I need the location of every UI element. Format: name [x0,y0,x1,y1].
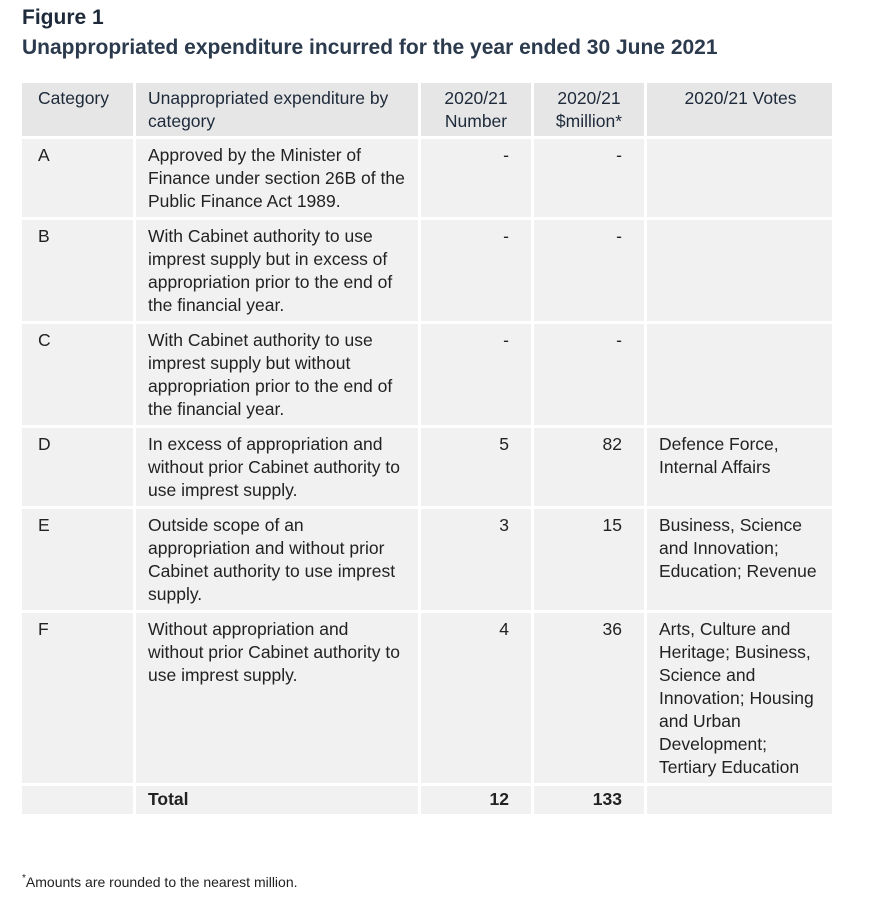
row-votes: Business, Science and Innovation; Education; Revenue [644,509,832,610]
figure-title: Unappropriated expenditure incurred for the year ended 30 June 2021 [22,36,718,59]
row-category: C [22,324,133,425]
row-votes [644,139,832,217]
table-row [22,220,832,321]
row-number: - [418,220,531,321]
row-amount: 36 [531,613,644,783]
footnote [22,874,298,890]
table-row [22,613,832,783]
row-number: 5 [418,428,531,506]
footnote-text: Amounts are rounded to the nearest million. [25,874,298,890]
row-description: Approved by the Minister of Finance under section 26B of the Public Finance Act 1989. [133,139,418,217]
row-votes: Defence Force, Internal Affairs [644,428,832,506]
row-amount: - [531,324,644,425]
row-description: With Cabinet authority to use imprest supply but without appropriation prior to the end of the financial year. [133,324,418,425]
header-number: 2020/21 Number [418,83,531,136]
total-number: 12 [418,786,531,814]
row-amount: - [531,139,644,217]
header-amount: 2020/21 $million* [531,83,644,136]
total-amount: 133 [531,786,644,814]
header-description: Unappropriated expenditure by category [133,83,418,136]
total-empty-cell [22,786,133,814]
total-row [22,786,832,814]
row-category: A [22,139,133,217]
row-category: E [22,509,133,610]
row-description: Without appropriation and without prior Cabinet authority to use imprest supply. [133,613,418,783]
row-number: 4 [418,613,531,783]
figure-label: Figure 1 [22,6,104,29]
expenditure-table [22,80,832,817]
table-row [22,324,832,425]
header-category: Category [22,83,133,136]
total-label: Total [133,786,418,814]
row-category: B [22,220,133,321]
row-number: - [418,139,531,217]
row-votes [644,220,832,321]
total-votes-empty [644,786,832,814]
row-category: F [22,613,133,783]
header-votes: 2020/21 Votes [644,83,832,136]
row-amount: - [531,220,644,321]
footnote-marker: * [22,873,26,884]
row-description: In excess of appropriation and without prior Cabinet authority to use imprest supply. [133,428,418,506]
row-description: Outside scope of an appropriation and without prior Cabinet authority to use imprest supply. [133,509,418,610]
row-category: D [22,428,133,506]
row-description: With Cabinet authority to use imprest supply but in excess of appropriation prior to the end of the financial year. [133,220,418,321]
row-number: - [418,324,531,425]
table-row [22,428,832,506]
table-row [22,139,832,217]
row-amount: 82 [531,428,644,506]
row-votes: Arts, Culture and Heritage; Business, Science and Innovation; Housing and Urban Development; Tertiary Education [644,613,832,783]
row-number: 3 [418,509,531,610]
row-votes [644,324,832,425]
table-header-row [22,83,832,136]
row-amount: 15 [531,509,644,610]
table-row [22,509,832,610]
